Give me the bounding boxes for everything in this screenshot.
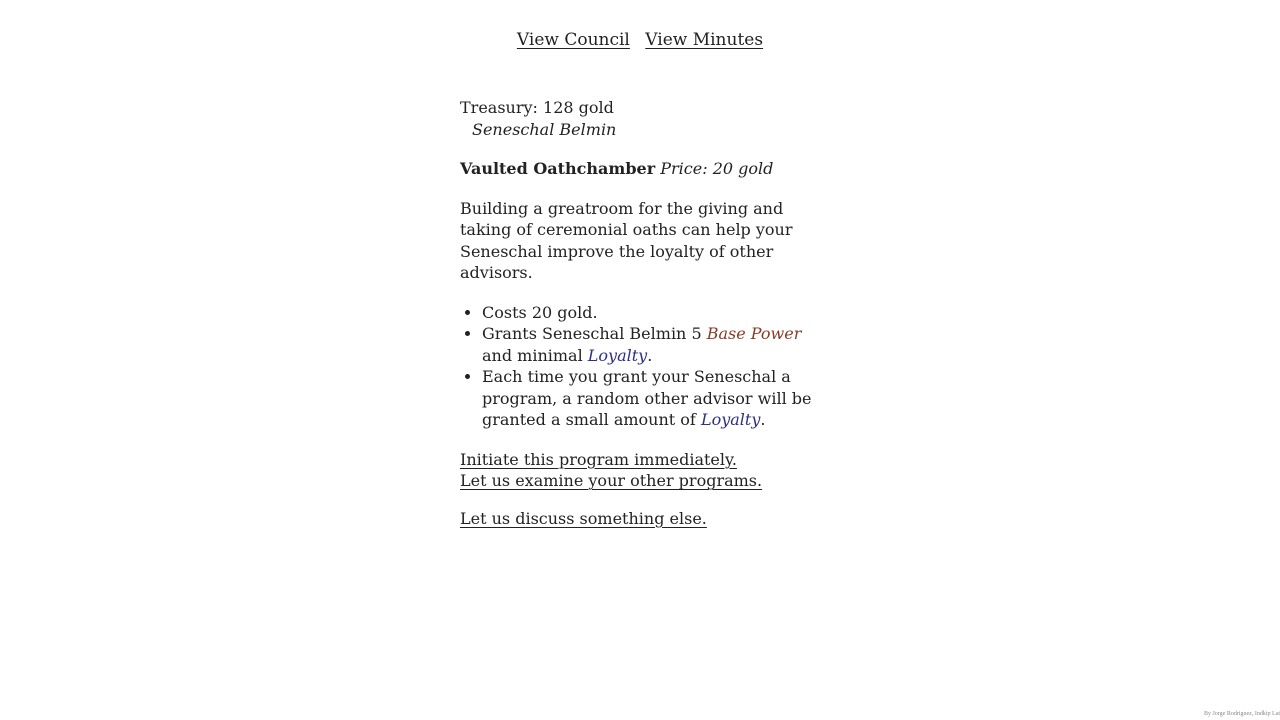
initiate-program-link[interactable]: Initiate this program immediately. — [460, 449, 738, 469]
advisor-name: Seneschal Belmin — [472, 119, 617, 139]
status-block — [460, 97, 820, 140]
loyalty-keyword: Loyalty — [700, 410, 761, 429]
program-name: Vaulted Oathchamber — [460, 159, 656, 178]
top-navigation — [0, 28, 1280, 52]
effect-grant-prefix: Grants Seneschal Belmin 5 — [482, 324, 707, 343]
effect-grant-middle: and minimal — [482, 345, 588, 365]
effect-each-prefix: Each time you grant your Seneschal a program, a random other advisor will be granted a small amount of — [482, 367, 812, 429]
loyalty-keyword: Loyalty — [587, 345, 648, 365]
effect-cost: • Costs 20 gold. — [482, 302, 820, 324]
effects-list — [460, 302, 820, 431]
program-actions — [460, 449, 820, 492]
program-description: Building a greatroom for the giving and taking of ceremonial oaths can help your Seneschal improve the loyalty of other advisors. — [460, 198, 793, 282]
examine-programs-link[interactable]: Let us examine your other programs. — [460, 471, 763, 490]
author-credit: By Jorge Rodriguez, Indkip Lat — [1203, 711, 1280, 717]
effect-each-time — [482, 366, 820, 431]
effect-each-suffix: . — [760, 410, 766, 429]
program-price: Price: 20 gold — [660, 159, 774, 178]
view-council-link[interactable]: View Council — [516, 30, 630, 50]
view-minutes-link[interactable]: View Minutes — [645, 30, 764, 50]
base-power-keyword: Base Power — [706, 324, 802, 343]
treasury-text: Treasury: 128 gold — [460, 98, 614, 117]
effect-grant — [482, 323, 820, 366]
effect-grant-suffix: . — [647, 345, 653, 365]
discuss-else-link[interactable]: Let us discuss something else. — [460, 508, 707, 528]
program-panel — [460, 97, 820, 529]
other-actions — [460, 508, 820, 530]
program-title — [460, 158, 820, 180]
